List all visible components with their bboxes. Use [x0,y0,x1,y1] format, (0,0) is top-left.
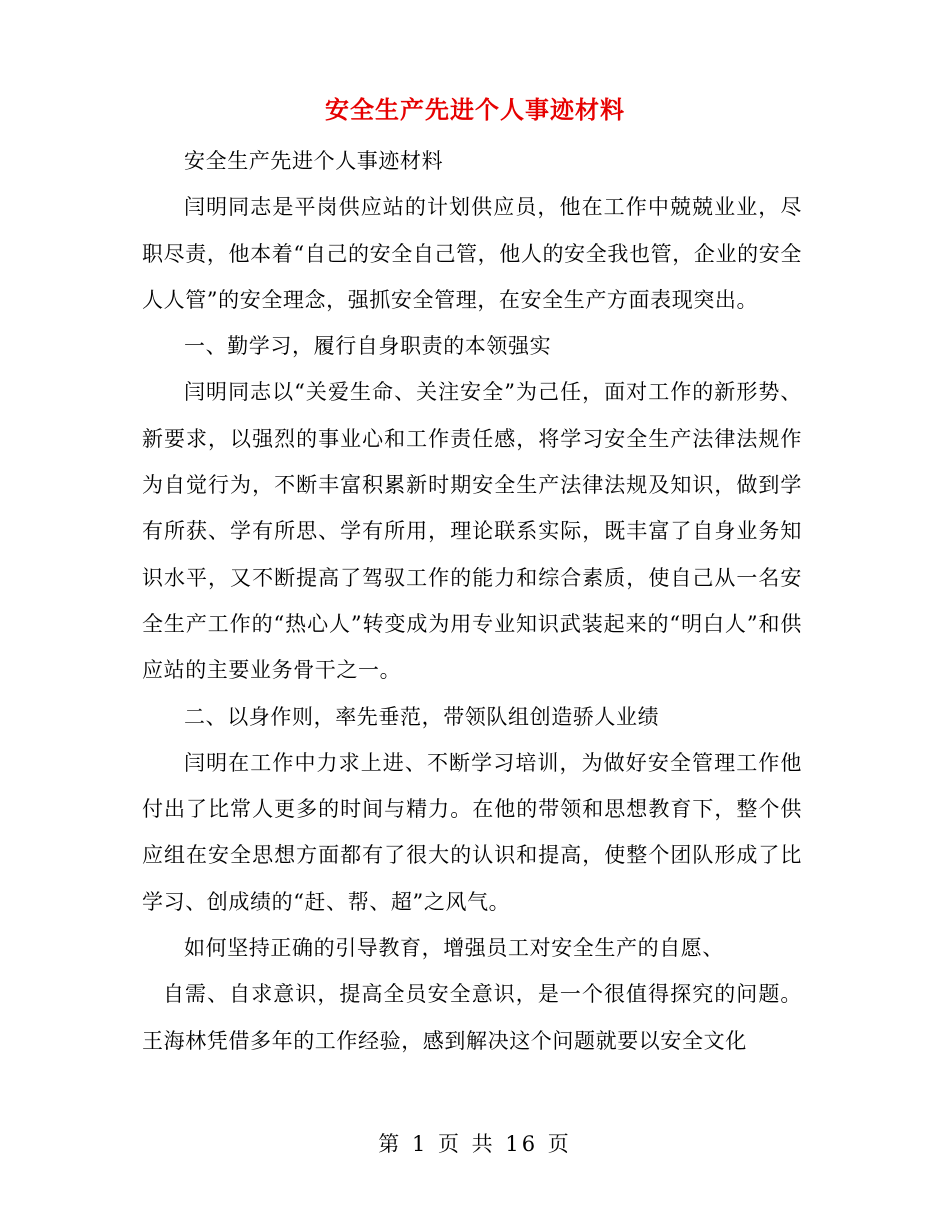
section-heading-2: 二、以身作则，率先垂范，带领队组创造骄人业绩 [184,704,660,729]
paragraph-question: 如何坚持正确的引导教育，增强员工对安全生产的自愿、 [184,936,724,961]
paragraph-subtitle: 安全生产先进个人事迹材料 [184,149,444,173]
document-body [142,138,802,1064]
paragraph-intro: 闫明同志是平岗供应站的计划供应员，他在工作中兢兢业业，尽职尽责，他本着“自己的安全自己管，他人的安全我也管，企业的安全人人管”的安全理念，强抓安全管理，在安全生产方面表现突出。 [142,195,802,312]
paragraph-continuation: 自需、自求意识，提高全员安全意识，是一个很值得探究的问题。王海林凭借多年的工作经验，感到解决这个问题就要以安全文化 [142,982,802,1053]
document-title: 安全生产先进个人事迹材料 [325,95,625,124]
paragraph-section-1: 闫明同志以“关爱生命、关注安全”为己任，面对工作的新形势、新要求，以强烈的事业心和工作责任感，将学习安全生产法律法规作为自觉行为，不断丰富积累新时期安全生产法律法规及知识，做到学有所获、学有所思、学有所用，理论联系实际，既丰富了自身业务知识水平，又不断提高了驾驭工作的能力和综合素质，使自己从一名安全生产工作的“热心人”转变成为用专业知识武装起来的“明白人”和供应站的主要业务骨干之一。 [142,380,802,683]
section-heading-1: 一、勤学习，履行自身职责的本领强实 [184,334,552,359]
paragraph-section-2: 闫明在工作中力求上进、不断学习培训，为做好安全管理工作他付出了比常人更多的时间与精力。在他的带领和思想教育下，整个供应组在安全思想方面都有了很大的认识和提高，使整个团队形成了比学习、创成绩的“赶、帮、超”之风气。 [142,750,802,914]
page-number: 第 1 页 共 16 页 [378,1132,572,1156]
